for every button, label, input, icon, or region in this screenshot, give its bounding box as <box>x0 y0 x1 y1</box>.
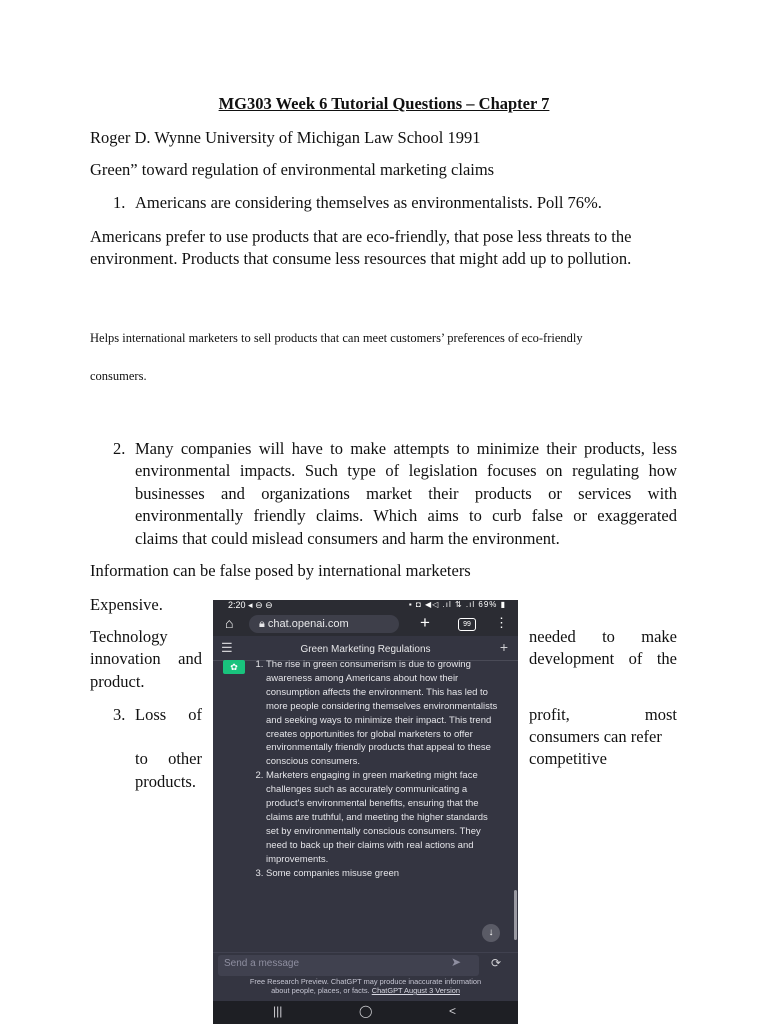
android-nav-bar <box>213 1001 518 1024</box>
small-text-line-1: Helps international marketers to sell products that can meet customers’ preferences of eco-friendly <box>90 331 583 345</box>
regenerate-icon[interactable]: ⟳ <box>491 956 502 970</box>
tech-left-line-1: Technology <box>90 627 168 646</box>
question-3-right-line-1: profit, most <box>529 705 677 724</box>
question-3-right-line-3: competitive <box>529 749 607 768</box>
question-3-left-line-2: to other <box>135 749 202 768</box>
chat-response <box>247 658 501 881</box>
status-bar <box>213 600 518 612</box>
paragraph-1-line-2: environment. Products that consume less resources that might add up to pollution. <box>90 249 632 268</box>
question-3-left-line-3: products. <box>135 772 196 791</box>
question-1: Americans are considering themselves as environmentalists. Poll 76%. <box>135 193 602 212</box>
question-2-line-5: claims that could mislead consumers and harm the environment. <box>135 529 560 548</box>
chat-title: Green Marketing Regulations <box>300 644 431 655</box>
version-link[interactable]: ChatGPT August 3 Version <box>371 986 460 995</box>
status-time: 2:20 ◂ ⊖ ⊖ <box>228 600 273 610</box>
question-2-line-3: businesses and organizations market their products or services with <box>135 484 677 503</box>
tech-right-line-1: needed to make <box>529 627 677 646</box>
response-item-1: 1. The rise in green consumerism is due to growing awareness among Americans about how their consumption affects the environment. This has led to more people considering themselves environmentalists and seeking ways to minimize their impact. This trend creates opportunities for global marketers to offer environmentally friendly products that appeal to these conscious consumers. <box>266 658 501 769</box>
list-number-3: 3. <box>113 705 126 724</box>
author-line: Roger D. Wynne University of Michigan Law School 1991 <box>90 128 481 147</box>
list-number-1: 1. <box>113 193 126 212</box>
more-options-icon[interactable]: ⋮ <box>495 615 508 630</box>
question-2-line-4: environmentally friendly claims. Which aims to curb false or exaggerated <box>135 506 677 525</box>
status-right-icons: ▪ ◘ ◀◁ .ıl ⇅ .ıl 69% ▮ <box>408 600 506 609</box>
subtitle: Green” toward regulation of environmental marketing claims <box>90 160 495 179</box>
expensive-line: Expensive. <box>90 595 163 614</box>
status-left-icons: ◂ ⊖ ⊖ <box>248 600 273 610</box>
send-icon[interactable]: ➤ <box>451 955 462 969</box>
url-text: chat.openai.com <box>267 618 349 630</box>
message-placeholder: Send a message <box>224 958 300 969</box>
url-field[interactable] <box>249 615 399 633</box>
home-icon[interactable]: ⌂ <box>225 615 234 631</box>
scrollbar[interactable] <box>514 890 517 940</box>
input-bar <box>213 952 518 979</box>
menu-icon[interactable]: ☰ <box>221 640 233 655</box>
new-tab-icon[interactable]: + <box>420 613 430 632</box>
assistant-avatar-icon: ✿ <box>223 660 245 674</box>
home-nav-icon[interactable]: ◯ <box>359 1004 373 1018</box>
info-line: Information can be false posed by international marketers <box>90 561 471 580</box>
tech-left-line-3: product. <box>90 672 145 691</box>
small-text-line-2: consumers. <box>90 369 147 383</box>
response-item-3: 3. Some companies misuse green <box>266 867 501 881</box>
scroll-down-icon[interactable]: ↓ <box>482 924 500 942</box>
question-3-left-line-1: Loss of <box>135 705 202 724</box>
back-icon[interactable]: < <box>449 1004 457 1018</box>
tab-count-button[interactable]: 99 <box>458 618 476 631</box>
new-chat-icon[interactable]: + <box>499 639 508 655</box>
question-3-right-line-2: consumers can refer <box>529 727 662 746</box>
tech-left-line-2: innovation and <box>90 649 202 668</box>
question-2-line-1: Many companies will have to make attempts to minimize their products, less <box>135 439 677 458</box>
question-2-line-2: environmental impacts. Such type of legislation focuses on regulating how <box>135 461 677 480</box>
disclaimer: Free Research Preview. ChatGPT may produce inaccurate information about people, places, or facts. ChatGPT August 3 Version <box>249 977 482 995</box>
recent-apps-icon[interactable]: ||| <box>273 1004 283 1018</box>
phone-screenshot <box>213 600 518 1024</box>
paragraph-1-line-1: Americans prefer to use products that are eco-friendly, that pose less threats to the <box>90 227 632 246</box>
list-number-2: 2. <box>113 439 126 458</box>
browser-bar <box>213 612 518 636</box>
tech-right-line-2: development of the <box>529 649 677 668</box>
response-item-2: 2. Marketers engaging in green marketing might face challenges such as accurately communicating a product's environmental benefits, ensuring that the claims are truthful, and meeting the higher standards set by environmentally conscious consumers. They need to back up their claims with real actions and improvements. <box>266 769 501 866</box>
document-title: MG303 Week 6 Tutorial Questions – Chapter 7 <box>218 94 550 113</box>
lock-icon: 🔒︎ <box>259 618 265 630</box>
